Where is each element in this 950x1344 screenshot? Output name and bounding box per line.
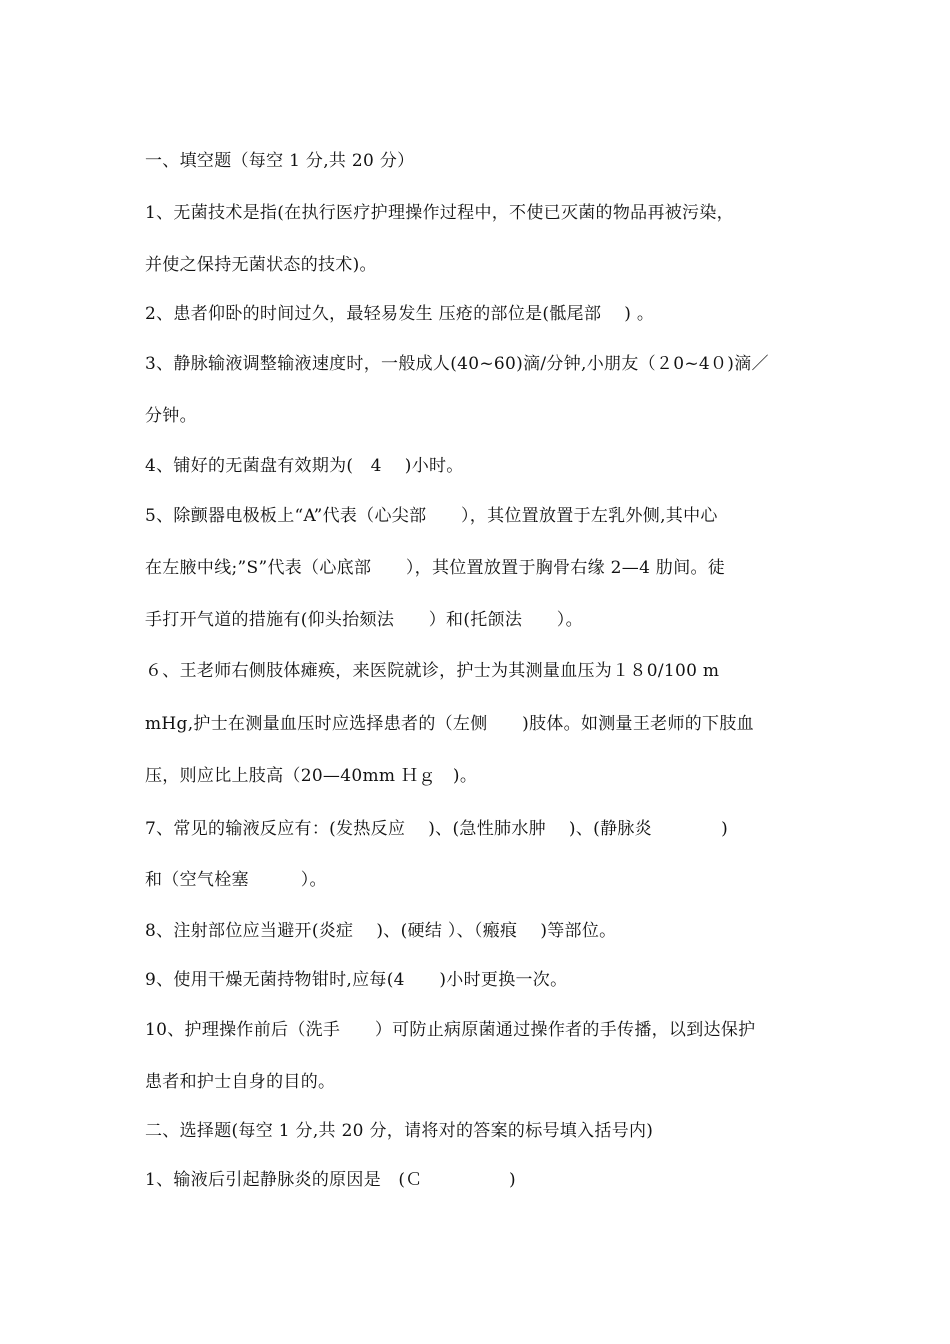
question-1-line-2: 并使之保持无菌状态的技术)。 xyxy=(145,255,377,275)
question-2: 2、患者仰卧的时间过久，最轻易发生 压疮的部位是(骶尾部 ) 。 xyxy=(145,304,655,324)
question-3-line-1: 3、静脉输液调整输液速度时，一般成人(40~60)滴/分钟,小朋友（２0~4０)滴／ xyxy=(145,354,769,374)
question-7-line-2: 和（空气栓塞 ）。 xyxy=(145,870,327,890)
question-10-line-2: 患者和护士自身的目的。 xyxy=(145,1072,336,1092)
question-6-line-1: ６、王老师右侧肢体瘫痪，来医院就诊，护士为其测量血压为１８0/100 m xyxy=(145,661,720,681)
question-8: 8、注射部位应当避开(炎症 )、(硬结 ）、（瘢痕 )等部位。 xyxy=(145,921,617,941)
question-5-line-2: 在左腋中线;”S”代表（心底部 ），其位置放置于胸骨右缘 2—4 肋间。徒 xyxy=(145,558,726,578)
question-10-line-1: 10、护理操作前后（洗手 ）可防止病原菌通过操作者的手传播，以到达保护 xyxy=(145,1020,756,1040)
question-1-line-1: 1、无菌技术是指(在执行医疗护理操作过程中，不使已灭菌的物品再被污染， xyxy=(145,203,734,223)
choice-question-1: 1、输液后引起静脉炎的原因是 (Ｃ ) xyxy=(145,1170,516,1190)
question-4: 4、铺好的无菌盘有效期为( 4 )小时。 xyxy=(145,456,464,476)
section-1-heading: 一、填空题（每空 1 分,共 20 分） xyxy=(145,151,415,171)
question-7-line-1: 7、常见的输液反应有：(发热反应 )、(急性肺水肿 )、(静脉炎 ) xyxy=(145,819,729,839)
question-3-line-2: 分钟。 xyxy=(145,406,197,426)
section-2-heading: 二、选择题(每空 1 分,共 20 分，请将对的答案的标号填入括号内) xyxy=(145,1121,654,1141)
question-5-line-3: 手打开气道的措施有(仰头抬颏法 ）和(托颌法 ）。 xyxy=(145,610,583,630)
question-6-line-3: 压，则应比上肢高（20—40mm Ｈｇ )。 xyxy=(145,766,478,786)
question-5-line-1: 5、除颤器电极板上“A”代表（心尖部 ），其位置放置于左乳外侧,其中心 xyxy=(145,506,718,526)
question-6-line-2: mHg,护士在测量血压时应选择患者的（左侧 )肢体。如测量王老师的下肢血 xyxy=(145,714,754,734)
question-9: 9、使用干燥无菌持物钳时,应每(4 )小时更换一次。 xyxy=(145,970,568,990)
